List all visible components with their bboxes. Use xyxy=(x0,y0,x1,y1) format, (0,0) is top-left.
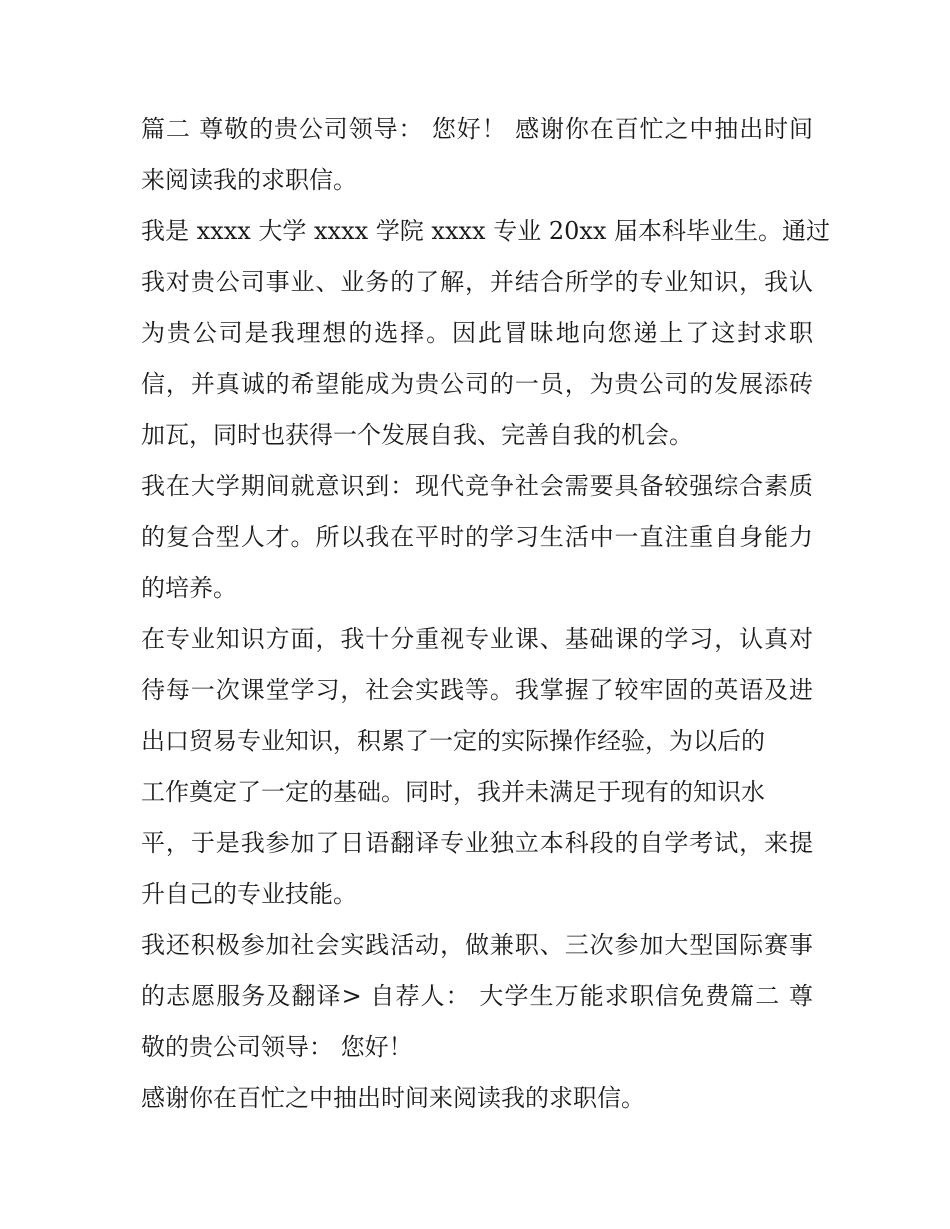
text-line: 加瓦，同时也获得一个发展自我、完善自我的机会。 xyxy=(141,421,693,449)
paragraph-professional-knowledge xyxy=(141,614,813,920)
text-line: 来阅读我的求职信。 xyxy=(141,166,357,194)
text-line: 的复合型人才。所以我在平时的学习生活中一直注重自身能力 xyxy=(141,523,813,551)
text-line: 敬的贵公司领导： 您好！ xyxy=(141,1033,413,1061)
text-line: 出口贸易专业知识，积累了一定的实际操作经验，为以后的 xyxy=(141,727,765,755)
text-line: 我还积极参加社会实践活动，做兼职、三次参加大型国际赛事 xyxy=(141,931,813,959)
text-line: 为贵公司是我理想的选择。因此冒昧地向您递上了这封求职 xyxy=(141,319,813,347)
text-line: 升自己的专业技能。 xyxy=(141,880,357,908)
text-line: 在专业知识方面，我十分重视专业课、基础课的学习，认真对 xyxy=(141,625,813,653)
text-line: 我在大学期间就意识到：现代竞争社会需要具备较强综合素质 xyxy=(141,472,813,500)
paragraph-greeting xyxy=(141,104,813,206)
text-line: 的志愿服务及翻译> 自荐人： 大学生万能求职信免费篇二 尊 xyxy=(141,982,813,1010)
text-line: 信，并真诚的希望能成为贵公司的一员，为贵公司的发展添砖 xyxy=(141,370,813,398)
text-line: 我是 xxxx 大学 xxxx 学院 xxxx 专业 20xx 届本科毕业生。通过 xyxy=(141,217,831,245)
text-line: 平，于是我参加了日语翻译专业独立本科段的自学考试，来提 xyxy=(141,829,813,857)
paragraph-social-practice xyxy=(141,920,813,1073)
paragraph-introduction xyxy=(141,206,831,461)
text-line: 感谢你在百忙之中抽出时间来阅读我的求职信。 xyxy=(141,1084,645,1112)
text-line: 我对贵公司事业、业务的了解，并结合所学的专业知识，我认 xyxy=(141,268,813,296)
letter-body xyxy=(141,104,831,1124)
paragraph-awareness xyxy=(141,461,813,614)
text-line: 篇二 尊敬的贵公司领导： 您好！ 感谢你在百忙之中抽出时间 xyxy=(141,115,813,143)
text-line: 待每一次课堂学习，社会实践等。我掌握了较牢固的英语及进 xyxy=(141,676,813,704)
text-line: 工作奠定了一定的基础。同时，我并未满足于现有的知识水 xyxy=(141,778,765,806)
text-line: 的培养。 xyxy=(141,574,237,602)
paragraph-closing xyxy=(141,1073,813,1124)
